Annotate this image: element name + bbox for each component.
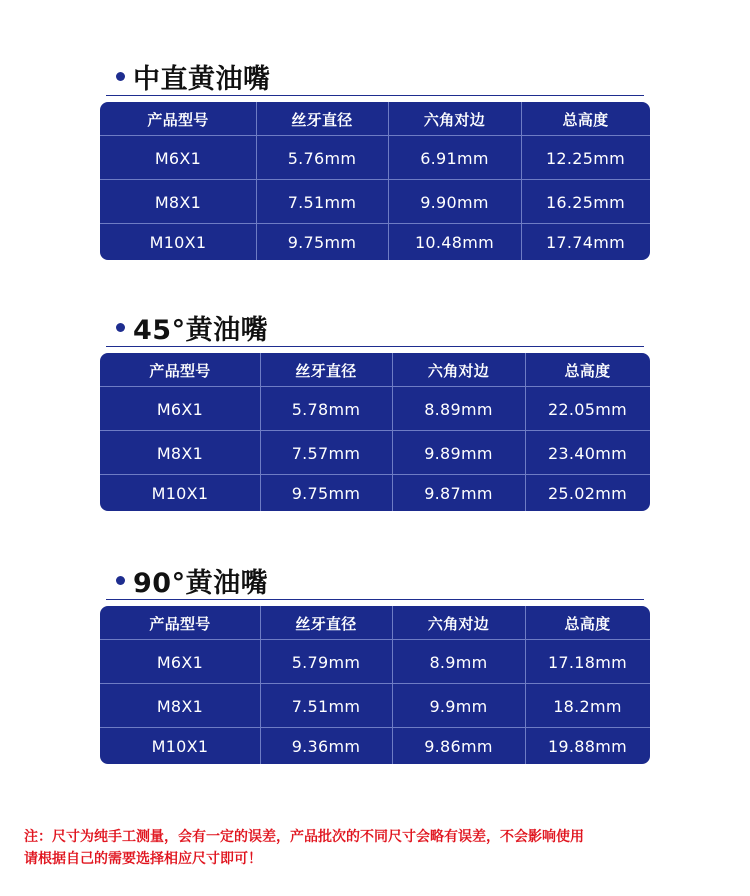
section-title <box>116 58 271 94</box>
table-row <box>100 640 650 684</box>
cell-hex-width: 8.9mm <box>429 652 488 672</box>
bullet-dot-icon <box>116 323 125 332</box>
cell-thread-diameter: 7.51mm <box>287 192 357 212</box>
cell-total-height: 17.74mm <box>545 232 626 252</box>
column-divider <box>521 102 522 260</box>
header-total-height: 总高度 <box>562 110 609 129</box>
table-header-row <box>100 606 650 640</box>
cell-thread-diameter: 7.57mm <box>291 443 361 463</box>
column-divider <box>392 353 393 511</box>
cell-total-height: 23.40mm <box>547 443 628 463</box>
table-row <box>100 684 650 728</box>
section-title <box>116 562 268 598</box>
column-divider <box>525 353 526 511</box>
title-underline <box>106 346 644 347</box>
cell-total-height: 18.2mm <box>553 696 622 716</box>
section-title-text: 90°黄油嘴 <box>133 567 269 599</box>
section-title <box>116 309 268 345</box>
table-row <box>100 475 650 511</box>
cell-thread-diameter: 5.78mm <box>291 399 361 419</box>
column-divider <box>260 353 261 511</box>
spec-table <box>100 353 650 511</box>
cell-total-height: 25.02mm <box>547 483 628 503</box>
cell-model: M10X1 <box>149 232 207 252</box>
row-divider <box>100 386 650 387</box>
row-divider <box>100 135 650 136</box>
section-title-text: 中直黄油嘴 <box>133 63 271 95</box>
header-model: 产品型号 <box>149 361 211 380</box>
row-divider <box>100 474 650 475</box>
cell-total-height: 12.25mm <box>545 148 626 168</box>
column-divider <box>392 606 393 764</box>
disclaimer-line-2: 请根据自己的需要选择相应尺寸即可！ <box>24 851 262 867</box>
cell-thread-diameter: 9.75mm <box>287 232 357 252</box>
row-divider <box>100 430 650 431</box>
table-row <box>100 431 650 475</box>
cell-total-height: 16.25mm <box>545 192 626 212</box>
section-title-text: 45°黄油嘴 <box>133 314 269 346</box>
title-underline <box>106 599 644 600</box>
cell-hex-width: 9.89mm <box>424 443 493 463</box>
table-header-row <box>100 102 650 136</box>
header-thread-diameter: 丝牙直径 <box>291 110 353 129</box>
cell-hex-width: 9.87mm <box>424 483 493 503</box>
row-divider <box>100 223 650 224</box>
cell-model: M6X1 <box>154 148 202 168</box>
row-divider <box>100 179 650 180</box>
column-divider <box>260 606 261 764</box>
header-thread-diameter: 丝牙直径 <box>295 361 357 380</box>
cell-hex-width: 9.90mm <box>420 192 489 212</box>
cell-model: M8X1 <box>156 696 204 716</box>
cell-model: M10X1 <box>151 736 209 756</box>
cell-hex-width: 9.9mm <box>429 696 488 716</box>
spec-table <box>100 606 650 764</box>
header-total-height: 总高度 <box>564 361 611 380</box>
table-header-row <box>100 353 650 387</box>
cell-model: M8X1 <box>156 443 204 463</box>
cell-model: M10X1 <box>151 483 209 503</box>
bullet-dot-icon <box>116 72 125 81</box>
row-divider <box>100 639 650 640</box>
cell-model: M6X1 <box>156 652 204 672</box>
column-divider <box>525 606 526 764</box>
header-thread-diameter: 丝牙直径 <box>295 614 357 633</box>
bullet-dot-icon <box>116 576 125 585</box>
header-hex-width: 六角对边 <box>427 614 490 633</box>
table-row <box>100 728 650 764</box>
cell-model: M8X1 <box>154 192 202 212</box>
row-divider <box>100 727 650 728</box>
table-row <box>100 180 650 224</box>
header-hex-width: 六角对边 <box>427 361 490 380</box>
disclaimer-note <box>24 826 734 870</box>
cell-hex-width: 10.48mm <box>414 232 495 252</box>
header-model: 产品型号 <box>147 110 209 129</box>
table-row <box>100 387 650 431</box>
table-row <box>100 224 650 260</box>
header-total-height: 总高度 <box>564 614 611 633</box>
cell-hex-width: 8.89mm <box>424 399 493 419</box>
cell-hex-width: 6.91mm <box>420 148 489 168</box>
cell-model: M6X1 <box>156 399 204 419</box>
title-underline <box>106 95 644 96</box>
cell-total-height: 22.05mm <box>547 399 628 419</box>
row-divider <box>100 683 650 684</box>
cell-hex-width: 9.86mm <box>424 736 493 756</box>
column-divider <box>256 102 257 260</box>
cell-thread-diameter: 5.76mm <box>287 148 357 168</box>
header-hex-width: 六角对边 <box>423 110 486 129</box>
cell-thread-diameter: 9.36mm <box>291 736 361 756</box>
cell-total-height: 17.18mm <box>547 652 628 672</box>
cell-total-height: 19.88mm <box>547 736 628 756</box>
spec-table <box>100 102 650 260</box>
disclaimer-line-1: 注：尺寸为纯手工测量，会有一定的误差，产品批次的不同尺寸会略有误差，不会影响使用 <box>24 829 584 845</box>
column-divider <box>388 102 389 260</box>
cell-thread-diameter: 7.51mm <box>291 696 361 716</box>
cell-thread-diameter: 9.75mm <box>291 483 361 503</box>
table-row <box>100 136 650 180</box>
header-model: 产品型号 <box>149 614 211 633</box>
cell-thread-diameter: 5.79mm <box>291 652 361 672</box>
